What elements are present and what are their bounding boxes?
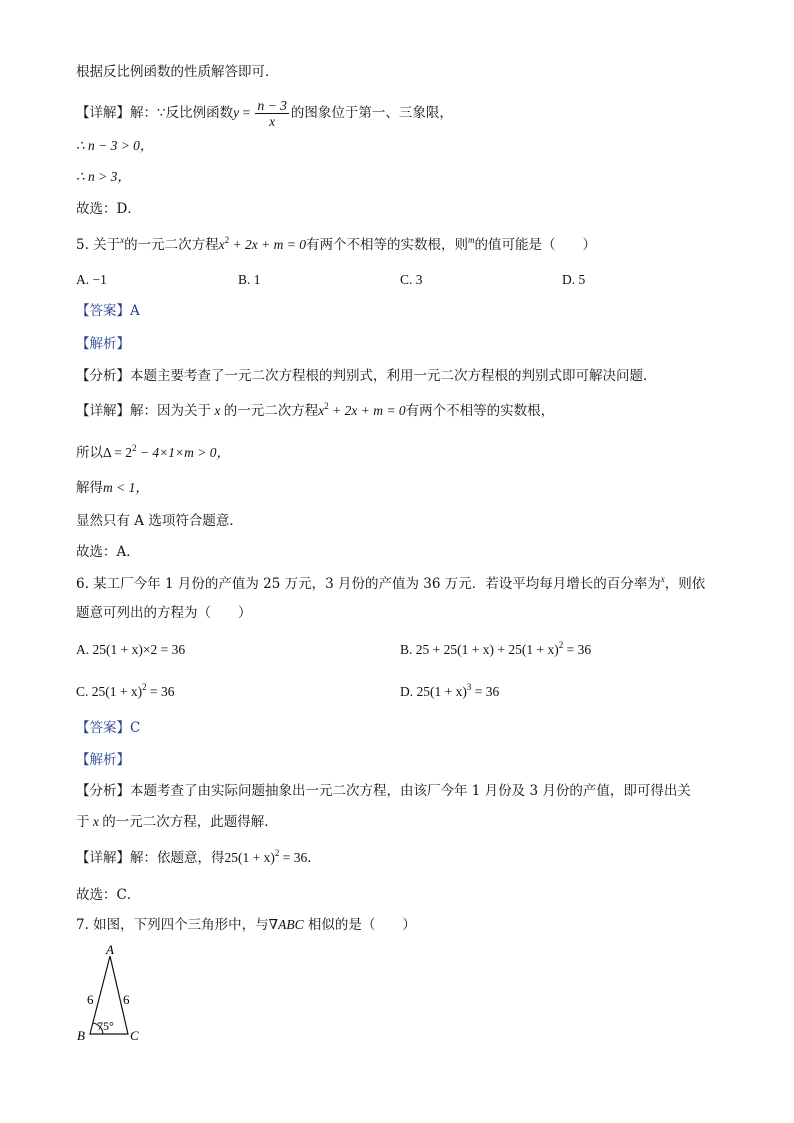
side-length-left: 6 (87, 992, 94, 1007)
vertex-label-a: A (106, 942, 114, 957)
math-line: 所以$\Delta = 2^2 - 4\times 1\times m > 0$， (76, 443, 231, 461)
math-line: ∴ n − 3 > 0， (76, 138, 154, 153)
angle-label: 75° (97, 1019, 114, 1033)
question-7: 7. 如图，下列四个三角形中，与∇ABC 相似的是（ ） (76, 917, 416, 933)
text-line: 故选：A． (76, 544, 140, 560)
fraction: $\frac{n - 3}{x}$ (257, 98, 287, 129)
text-line: 显然只有 A 选项符合题意． (76, 513, 243, 529)
option-d: D. 5 (562, 272, 586, 287)
side-length-right: 6 (123, 992, 130, 1007)
analysis-text: 【分析】本题主要考查了一元二次方程根的判别式，利用一元二次方程根的判别式即可解决问题． (76, 368, 657, 384)
analysis-text: 【分析】本题考查了由实际问题抽象出一元二次方程，由该厂今年 1 月份及 3 月份的产值，即可得出关 (76, 783, 691, 799)
option-d: D. $25(1 + x)^3 = 36$ (400, 682, 500, 699)
option-b: B. $25 + 25(1 + x) + 25(1 + x)^2 = 36$ (400, 640, 592, 657)
vertex-label-b: B (77, 1028, 85, 1043)
option-b: B. 1 (238, 272, 261, 287)
question-5: 5. 关于$^x$的一元二次方程$x^2 + 2x + m = 0$有两个不相等的实数根，则$^m$的值可能是（ ） (76, 235, 596, 253)
detail-line: 【详解】解：∵反比例函数y = $\frac{n - 3}{x}$ 的图象位于第一、三象限， (76, 98, 453, 129)
text-line: 根据反比例函数的性质解答即可． (76, 64, 279, 80)
text-line: 故选：C． (76, 887, 141, 903)
option-a: A. 25(1 + x)×2 = 36 (76, 642, 186, 657)
detail-line: 【详解】解：依题意，得$25(1 + x)^2 = 36$． (76, 848, 321, 866)
option-a: A. −1 (76, 272, 107, 287)
text-line: 故选：D． (76, 201, 141, 217)
vertex-label-c: C (130, 1028, 139, 1043)
analysis-text-cont: 于 x 的一元二次方程，此题得解． (76, 814, 278, 830)
math-line: ∴ n > 3， (76, 169, 131, 184)
detail-line: 【详解】解：因为关于 x 的一元二次方程$x^2 + 2x + m = 0$有两个不相等的实数根， (76, 401, 555, 419)
analysis-label: 【解析】 (76, 336, 130, 352)
answer-label: 【答案】A (76, 303, 140, 319)
answer-label: 【答案】C (76, 720, 141, 736)
analysis-label: 【解析】 (76, 752, 130, 768)
option-c: C. $25(1 + x)^2 = 36$ (76, 682, 175, 699)
question-6-cont: 题意可列出的方程为（ ） (76, 605, 252, 621)
option-c: C. 3 (400, 272, 423, 287)
question-6: 6. 某工厂今年 1 月份的产值为 25 万元，3 月份的产值为 36 万元．若设平均每月增长的百分率为$^x$，则依 (76, 574, 706, 592)
math-line: 解得m < 1， (76, 480, 149, 496)
triangle-figure (70, 940, 160, 1045)
